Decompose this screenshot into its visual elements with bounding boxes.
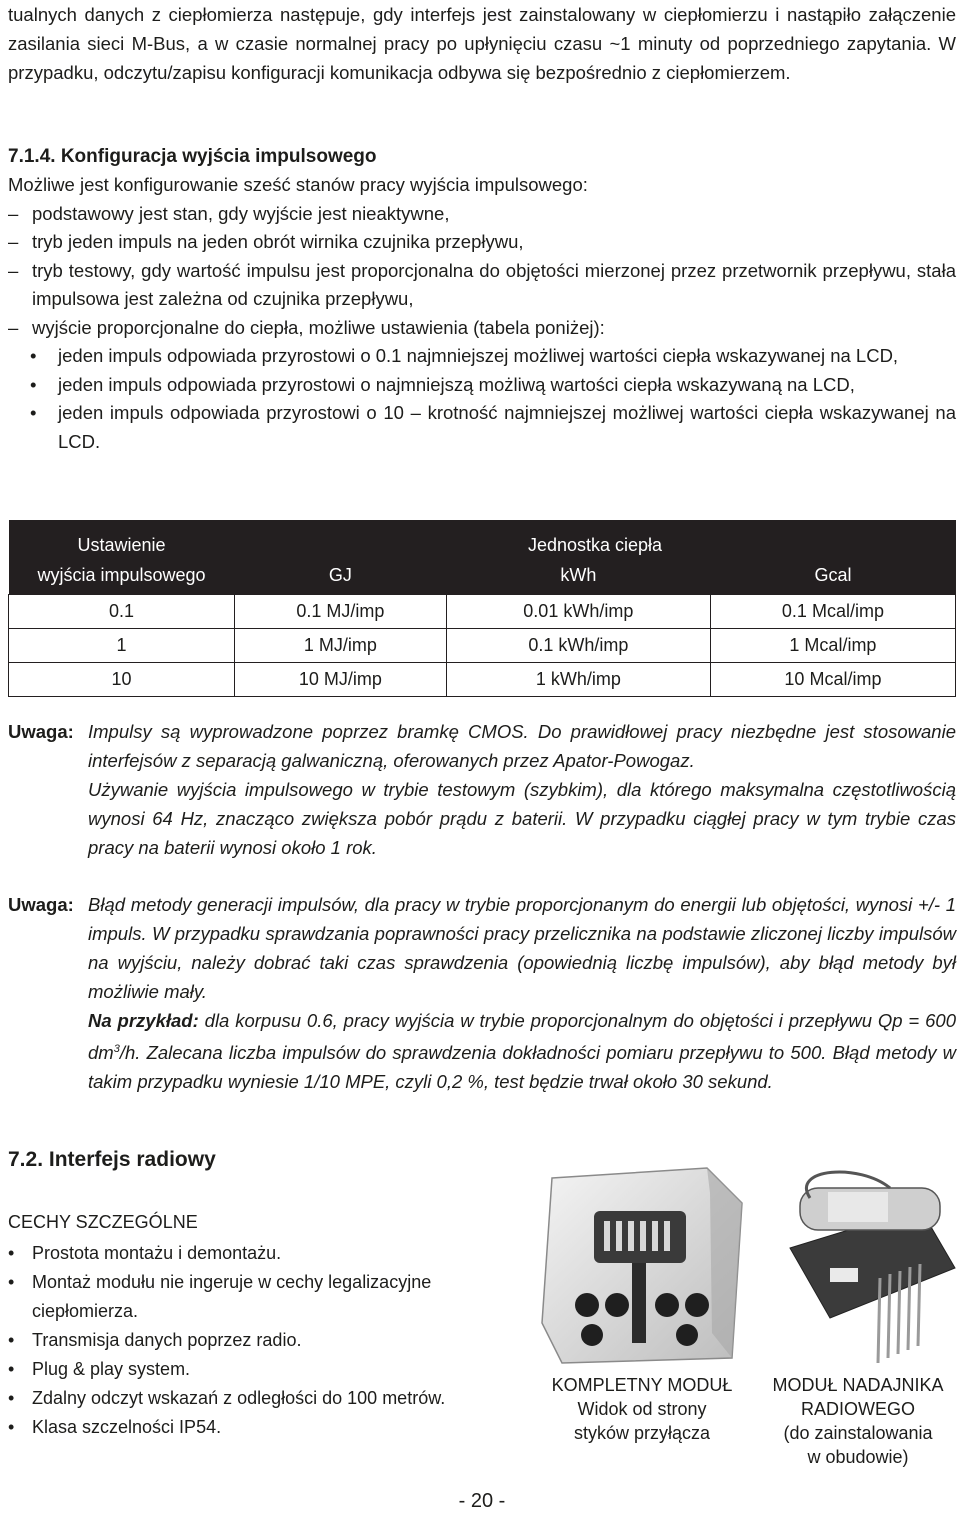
section-lead: Możliwe jest konfigurowanie sześć stanów pracy wyjścia impulsowego: xyxy=(8,174,588,195)
list-item: – podstawowy jest stan, gdy wyjście jest nieaktywne, xyxy=(8,200,956,229)
feature-item: • Plug & play system. xyxy=(8,1355,528,1384)
module-photo xyxy=(532,1163,752,1368)
table-row xyxy=(9,595,956,629)
table-cell: 0.1 Mcal/imp xyxy=(710,595,955,629)
features-title: CECHY SZCZEGÓLNE xyxy=(8,1212,198,1232)
table-header-cell: wyjścia impulsowego xyxy=(9,556,235,595)
table-row xyxy=(9,663,956,697)
table-row xyxy=(9,629,956,663)
feature-item: • Prostota montażu i demontażu. xyxy=(8,1239,528,1268)
bullet-marker: • xyxy=(30,402,37,423)
table-header-cell: GJ xyxy=(235,556,447,595)
bullet-item: • jeden impuls odpowiada przyrostowi o 10 – krotność najmniejszej możliwej wartości ciepła wskazywanej na LCD. xyxy=(8,399,956,456)
dash-marker: – xyxy=(8,231,19,252)
table-cell: 1 kWh/imp xyxy=(446,663,710,697)
bullet-item: • jeden impuls odpowiada przyrostowi o najmniejszą możliwą wartości ciepła wskazywaną na LCD, xyxy=(8,371,956,400)
feature-item: • Montaż modułu nie ingeruje w cechy legalizacyjne ciepłomierza. xyxy=(8,1268,528,1326)
table-cell: 1 Mcal/imp xyxy=(710,629,955,663)
bullet-marker: • xyxy=(8,1417,15,1437)
note-method-error xyxy=(8,890,956,1096)
table-header-cell: Gcal xyxy=(710,556,955,595)
bullet-marker: • xyxy=(8,1243,15,1263)
table-cell: 10 xyxy=(9,663,235,697)
table-cell: 10 Mcal/imp xyxy=(710,663,955,697)
table-cell: 0.01 kWh/imp xyxy=(446,595,710,629)
section-heading: 7.1.4. Konfiguracja wyjścia impulsowego xyxy=(8,146,377,167)
note-label: Uwaga: xyxy=(8,894,74,915)
table-header-cell: kWh xyxy=(446,556,710,595)
note-cmos xyxy=(8,717,956,862)
bullet-item: • jeden impuls odpowiada przyrostowi o 0.1 najmniejszej możliwej wartości ciepła wskazywanej na LCD, xyxy=(8,342,956,371)
table-cell: 0.1 MJ/imp xyxy=(235,595,447,629)
dash-marker: – xyxy=(8,202,19,224)
pulse-output-table xyxy=(8,520,956,697)
section-7-1-4 xyxy=(8,143,956,456)
list-item: – tryb testowy, gdy wartość impulsu jest proporcjonalna do objętości mierzonej przez przetwornik przepływu, stała impulsowa jest zależna od czujnika przepływu, xyxy=(8,257,956,314)
bullet-marker: • xyxy=(8,1388,15,1408)
photo-caption-left: KOMPLETNY MODUŁ Widok od strony styków przyłącza xyxy=(551,1375,733,1443)
intro-paragraph: tualnych danych z ciepłomierza następuje, gdy interfejs jest zainstalowany w ciepłomierzu i nastąpiło załączenie zasilania sieci M-Bus, a w czasie normalnej pracy po upłynięciu czasu ~1 minuty od poprzedniego zapytania. W przypadku, odczytu/zapisu konfiguracji komunikacja odbywa się bezpośrednio z ciepłomierzem. xyxy=(8,4,956,83)
feature-item: • Transmisja danych poprzez radio. xyxy=(8,1326,528,1355)
bullet-marker: • xyxy=(30,345,37,366)
table-cell: 1 xyxy=(9,629,235,663)
note-label: Uwaga: xyxy=(8,721,74,742)
bullet-marker: • xyxy=(8,1359,15,1379)
features-list xyxy=(8,1208,528,1442)
table-cell: 0.1 kWh/imp xyxy=(446,629,710,663)
table-header-group: Jednostka ciepła xyxy=(235,520,956,556)
page-number: - 20 - xyxy=(458,1490,506,1512)
feature-item: • Klasa szczelności IP54. xyxy=(8,1413,528,1442)
table-cell: 10 MJ/imp xyxy=(235,663,447,697)
bullet-marker: • xyxy=(8,1272,15,1292)
table-cell: 1 MJ/imp xyxy=(235,629,447,663)
list-item: – tryb jeden impuls na jeden obrót wirnika czujnika przepływu, xyxy=(8,228,956,257)
list-item: – wyjście proporcjonalne do ciepła, możliwe ustawienia (tabela poniżej): xyxy=(8,314,956,343)
photo-caption-right: MODUŁ NADAJNIKA RADIOWEGO (do zainstalowania w obudowie) xyxy=(772,1375,944,1467)
table-cell: 0.1 xyxy=(9,595,235,629)
feature-item: • Zdalny odczyt wskazań z odległości do 100 metrów. xyxy=(8,1384,528,1413)
dash-marker: – xyxy=(8,316,19,338)
table-header-cell: Ustawienie xyxy=(9,520,235,556)
example-label: Na przykład: xyxy=(88,1010,199,1031)
dash-marker: – xyxy=(8,259,19,281)
bullet-marker: • xyxy=(8,1330,15,1350)
radio-module-photo xyxy=(770,1168,960,1368)
bullet-marker: • xyxy=(30,373,37,395)
section-heading-7-2: 7.2. Interfejs radiowy xyxy=(8,1148,216,1171)
note-text: Błąd metody generacji impulsów, dla pracy w trybie proporcjonanym do energii lub objętości, wynosi +/- 1 impuls. W przypadku sprawdzania poprawności pracy przelicznika na podstawie zliczonej liczby impulsów na wyjściu, należy dobrać taki czas sprawdzenia (opowiednią liczbę impulsów), aby błąd metody był możliwie mały. Na przykład: dla korpusu 0.6, pracy wyjścia w trybie proporcjonalnym do objętości i przepływu Qp = 600 $dm^3/h$. Zalecana liczba impulsów do sprawdzenia dokładności pomiaru przepływu to 500. Błąd metody w takim przypadku wyniesie 1/10 MPE, czyli 0,2 %, test będzie trwał około 30 sekund. xyxy=(88,890,956,1096)
example-text: Na przykład: dla korpusu 0.6, pracy wyjścia w trybie proporcjonalnym do objętości i przepływu Qp = 600 $dm^3/h$. Zalecana liczba impulsów do sprawdzenia dokładności pomiaru przepływu to 500. Błąd metody w takim przypadku wyniesie 1/10 MPE, czyli 0,2 %, test będzie trwał około 30 sekund. xyxy=(88,1010,956,1093)
note-text: Impulsy są wyprowadzone poprzez bramkę CMOS. Do prawidłowej pracy niezbędne jest stosowanie interfejsów z separacją galwaniczną, oferowanych przez Apator-Powogaz. Używanie wyjścia impulsowego w trybie testowym (szybkim), dla którego maksymalna częstotliwością wynosi 64 Hz, znacząco zwiększa pobór prądu z baterii. W przypadku ciągłej pracy w tym trybie czas pracy na baterii wynosi około 1 rok. xyxy=(88,721,956,858)
